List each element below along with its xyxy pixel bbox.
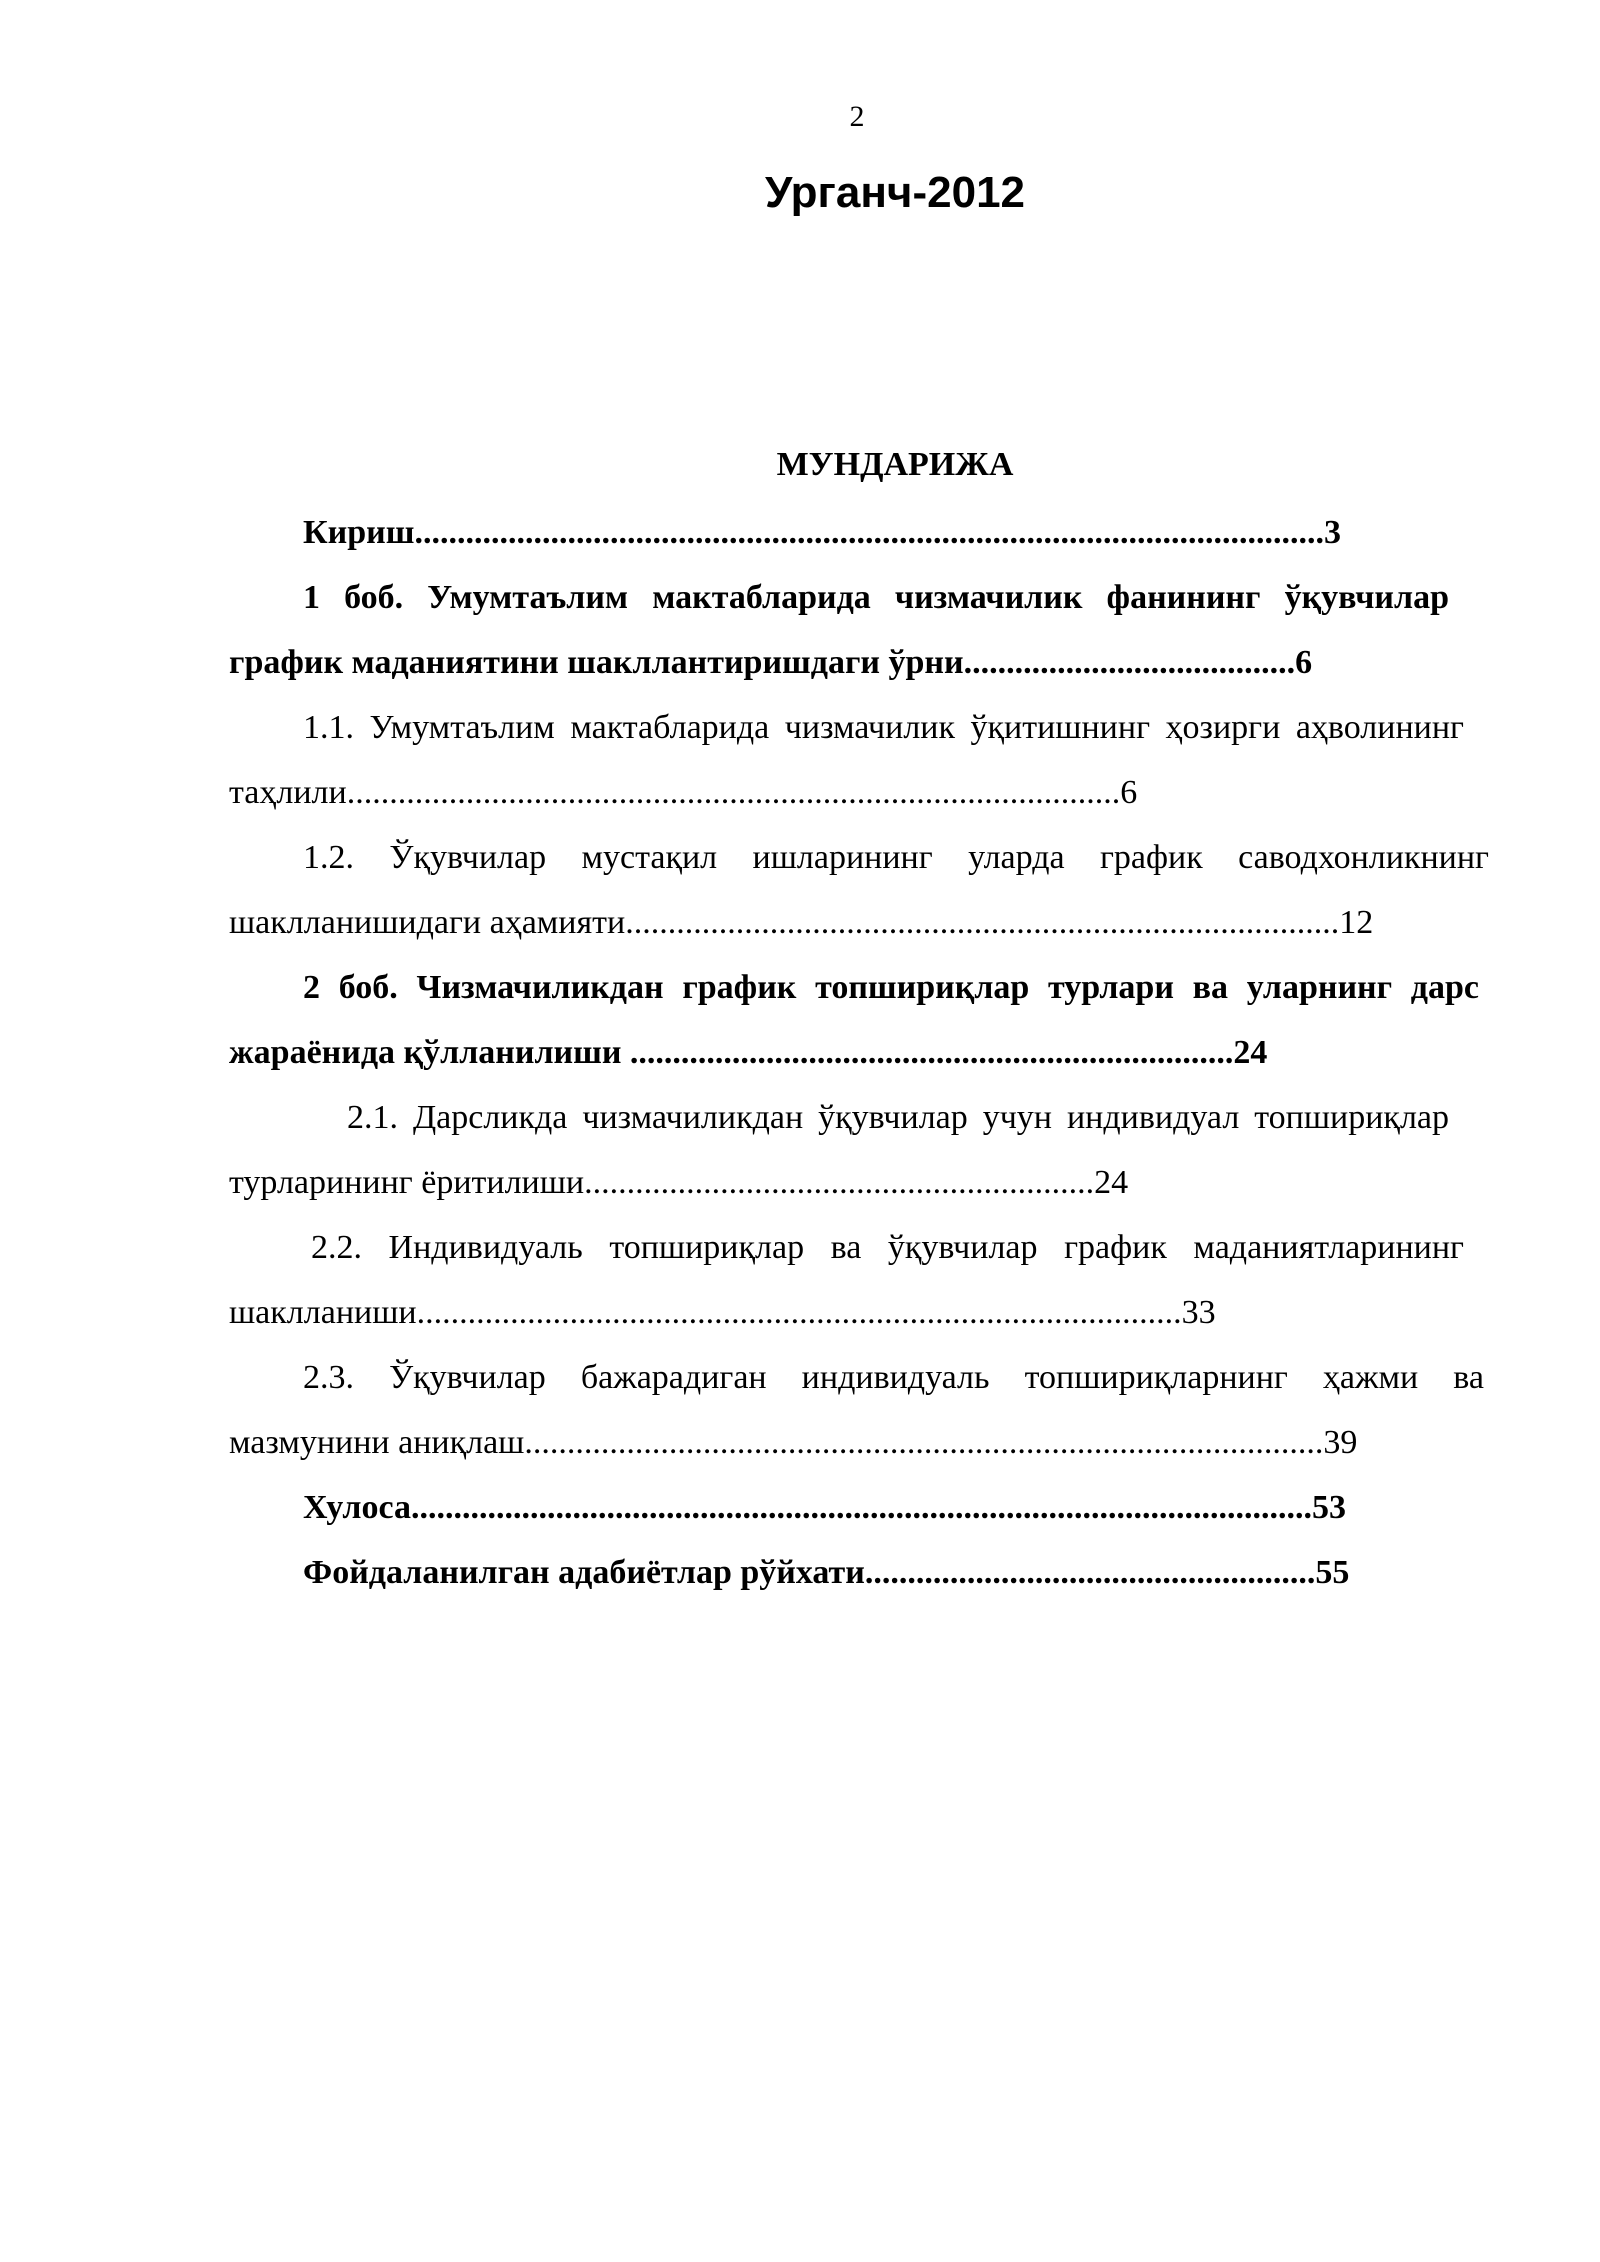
toc-heading: МУНДАРИЖА [776, 446, 1014, 483]
toc-entry-page: 55 [1315, 1554, 1350, 1591]
table-of-contents [229, 500, 1489, 1605]
toc-entry-title: 1.1. Умумтаълим мактабларида чизмачилик ўқитишнинг ҳозирги аҳволининг таҳлили [229, 709, 1464, 811]
toc-entry-leader: .......................................................................................... [416, 1294, 1182, 1331]
toc-entry-title: 2.3. Ўқувчилар бажарадиган индивидуаль топшириқларнинг ҳажми ва мазмунини аниқлаш [229, 1359, 1484, 1461]
toc-entry-introduction[interactable] [229, 500, 1489, 565]
toc-entry-section-2-2[interactable] [229, 1215, 1489, 1345]
toc-entry-leader: ............................................................ [584, 1164, 1095, 1201]
toc-entry-chapter-2[interactable] [229, 955, 1489, 1085]
toc-entry-title: 2.2. Индивидуаль топшириқлар ва ўқувчилар график маданиятларининг шаклланиши [229, 1229, 1464, 1331]
toc-entry-title: Хулоса [303, 1489, 411, 1526]
toc-entry-leader: .......................................................................................................... [411, 1489, 1312, 1526]
toc-entry-title: 1 боб. Умумтаълим мактабларида чизмачилик фанининг ўқувчилар график маданиятини шакллантиришдаги ўрни [229, 579, 1449, 681]
toc-entry-references[interactable] [229, 1540, 1489, 1605]
toc-entry-page: 6 [1120, 774, 1138, 811]
toc-entry-title: 2 боб. Чизмачиликдан график топшириқлар турлари ва уларнинг дарс жараёнида қўлланилиши [229, 969, 1479, 1071]
page-number: 2 [849, 100, 865, 133]
toc-entry-page: 12 [1339, 904, 1374, 941]
toc-entry-leader: .................................................................................... [625, 904, 1340, 941]
toc-entry-page: 6 [1295, 644, 1313, 681]
city-year-title: Урганч-2012 [764, 168, 1026, 217]
toc-entry-title: Кириш [303, 514, 415, 551]
toc-entry-page: 24 [1094, 1164, 1129, 1201]
toc-entry-section-2-3[interactable] [229, 1345, 1489, 1475]
toc-entry-section-2-1[interactable] [229, 1085, 1489, 1215]
toc-entry-page: 53 [1312, 1489, 1346, 1526]
toc-entry-conclusion[interactable] [229, 1475, 1489, 1540]
toc-entry-section-1-2[interactable] [229, 825, 1489, 955]
toc-entry-page: 39 [1323, 1424, 1358, 1461]
toc-entry-chapter-1[interactable] [229, 565, 1489, 695]
toc-entry-title: 2.1. Дарсликда чизмачиликдан ўқувчилар учун индивидуал топшириқлар турларининг ёритилиши [229, 1099, 1449, 1201]
toc-entry-leader: ........................................................................................................... [414, 514, 1324, 551]
toc-entry-leader: ....................................................................... [621, 1034, 1234, 1071]
toc-entry-page: 3 [1323, 514, 1341, 551]
toc-entry-leader: ..................................................... [864, 1554, 1316, 1591]
toc-entry-title: 1.2. Ўқувчилар мустақил ишларининг уларда график саводхонликнинг шаклланишидаги аҳамияти [229, 839, 1489, 941]
toc-entry-leader: ........................................................................................... [346, 774, 1121, 811]
toc-entry-leader: .............................................................................................. [524, 1424, 1324, 1461]
toc-entry-page: 24 [1233, 1034, 1268, 1071]
toc-entry-page: 33 [1181, 1294, 1216, 1331]
toc-entry-title: Фойдаланилган адабиётлар рўйхати [303, 1554, 865, 1591]
toc-entry-section-1-1[interactable] [229, 695, 1489, 825]
toc-entry-leader: ....................................... [963, 644, 1296, 681]
